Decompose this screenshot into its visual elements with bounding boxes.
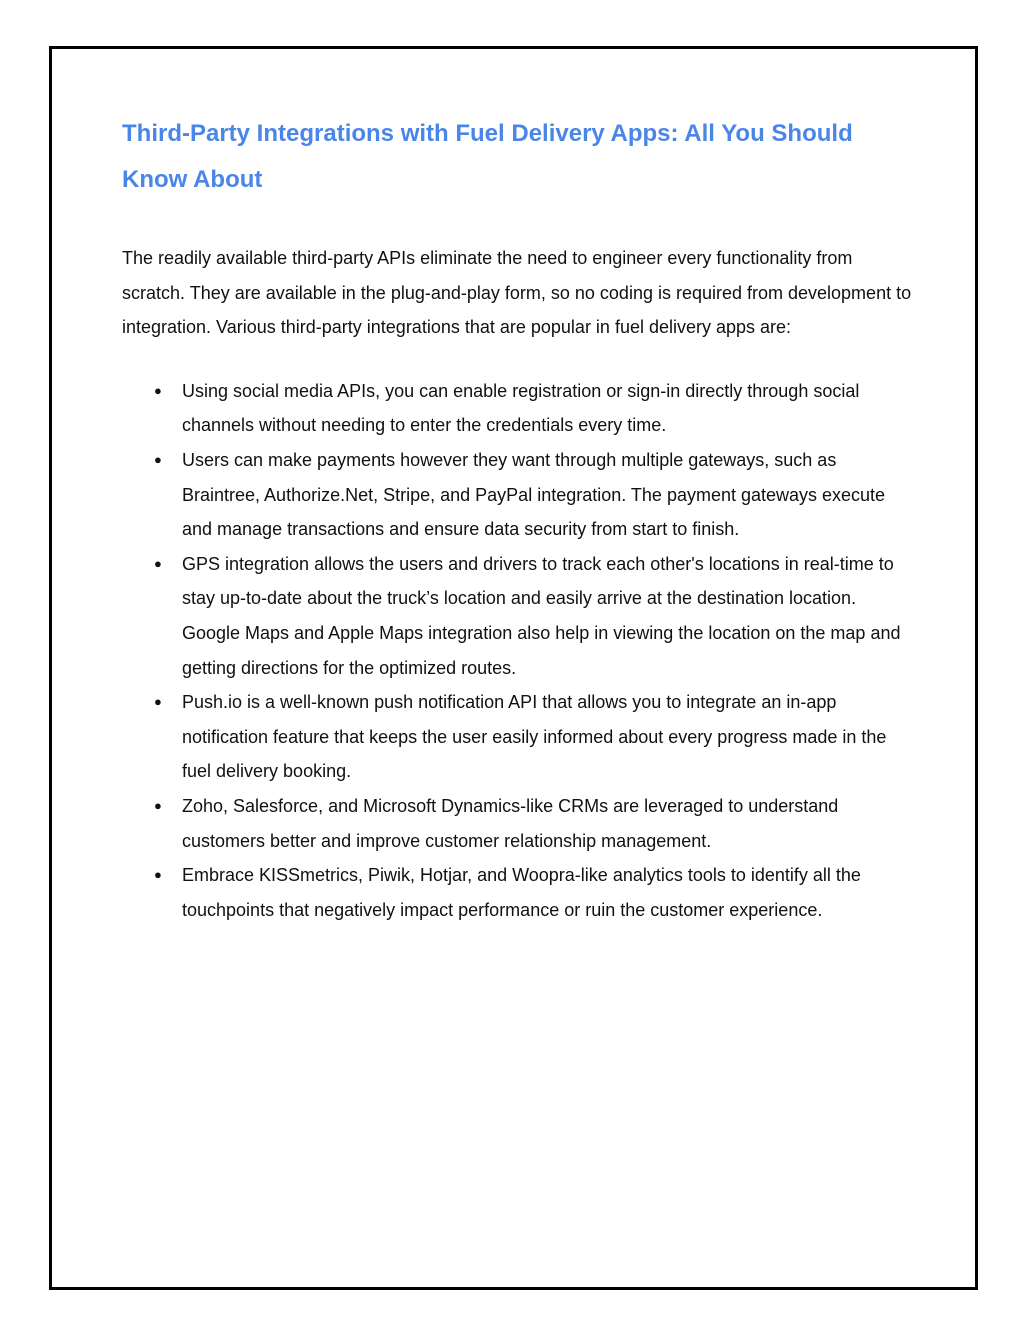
intro-paragraph: The readily available third-party APIs eliminate the need to engineer every functionality from scratch. They are available in the plug-and-play form, so no coding is required from development to integration. Various third-party integrations that are popular in fuel delivery apps are: [122, 248, 912, 338]
list-item-text: Using social media APIs, you can enable registration or sign-in directly through social channels without needing to enter the credentials every time. [182, 380, 860, 436]
list-item-text: Zoho, Salesforce, and Microsoft Dynamics-like CRMs are leveraged to understand customers better and improve customer relationship management. [182, 795, 839, 851]
list-item [154, 547, 912, 685]
bullet-icon: ● [154, 451, 162, 467]
bullet-icon: ● [154, 555, 162, 571]
document-content [122, 111, 912, 927]
list-item-text: Embrace KISSmetrics, Piwik, Hotjar, and Woopra-like analytics tools to identify all the touchpoints that negatively impact performance or ruin the customer experience. [182, 865, 861, 920]
document-title: Third-Party Integrations with Fuel Delivery Apps: All You Should Know About [122, 120, 853, 193]
list-item [154, 443, 912, 547]
list-item [154, 858, 912, 927]
list-item [154, 374, 912, 443]
list-item [154, 789, 912, 858]
bullet-icon: ● [154, 797, 162, 813]
integrations-list [122, 374, 912, 928]
bullet-icon: ● [154, 867, 162, 883]
list-item-text: Push.io is a well-known push notification API that allows you to integrate an in-app notification feature that keeps the user easily informed about every progress made in the fuel delivery booking. [182, 692, 887, 782]
list-item [154, 685, 912, 789]
bullet-icon: ● [154, 382, 162, 398]
bullet-icon: ● [154, 694, 162, 710]
list-item-text: Users can make payments however they want through multiple gateways, such as Braintree, Authorize.Net, Stripe, and PayPal integration. The payment gateways execute and manage transactions and ensure data security from start to finish. [182, 449, 886, 540]
document-page [49, 46, 978, 1290]
list-item-text: GPS integration allows the users and drivers to track each other's locations in real-time to stay up-to-date about the truck’s location and easily arrive at the destination location. Google Maps and Apple Maps integration also help in viewing the location on the map and getting directions for the optimized routes. [182, 553, 901, 678]
